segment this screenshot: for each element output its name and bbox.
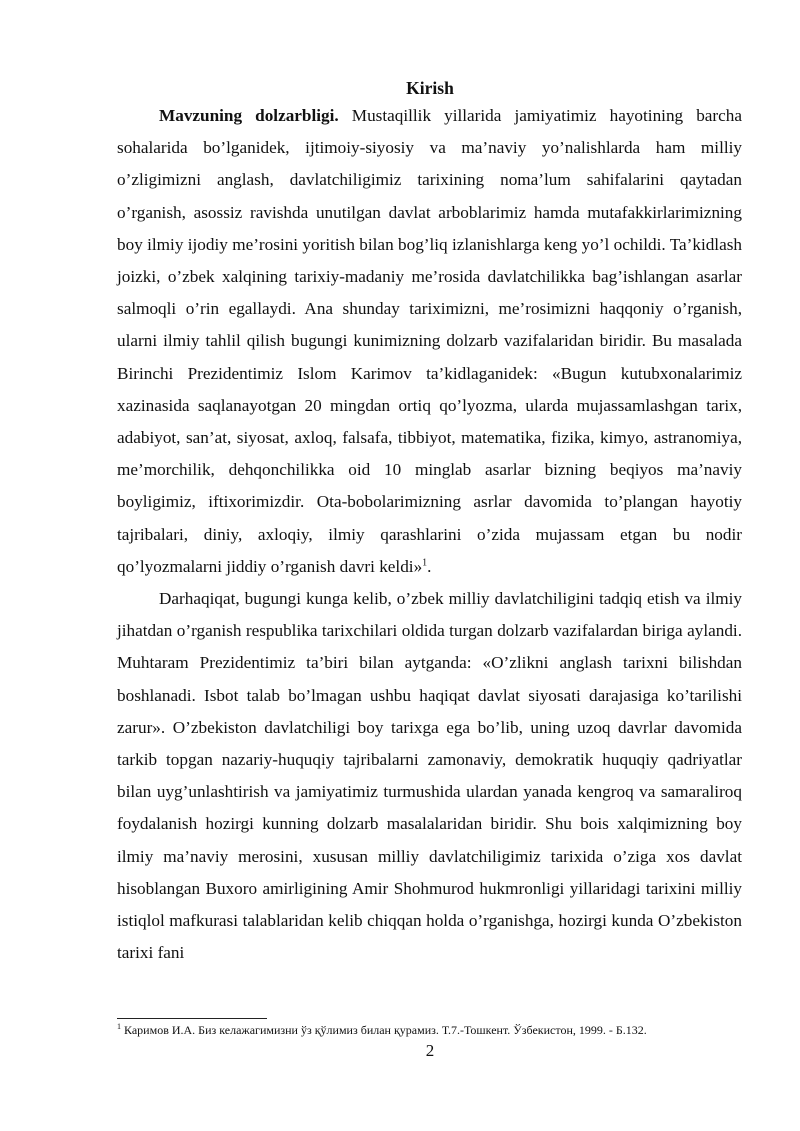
paragraph-1-lead: Mavzuning dolzarbligi.: [159, 106, 339, 125]
body-text: [117, 100, 742, 969]
footnote-text: Каримов И.А. Биз келажагимизни ўз қўлимиз билан қурамиз. Т.7.-Тошкент. Ўзбекистон, 1999. - Б.132.: [121, 1023, 647, 1037]
footnote: [117, 1022, 757, 1038]
page-number: 2: [425, 1041, 435, 1060]
footnote-separator: [117, 1018, 267, 1019]
footnote-marker: 1: [117, 1022, 121, 1031]
page-title: Kirish: [406, 78, 454, 98]
paragraph-1: [117, 100, 742, 583]
paragraph-1-tail: .: [427, 556, 432, 576]
paragraph-2: Darhaqiqat, bugungi kunga kelib, o’zbek milliy davlatchiligini tadqiq etish va ilmiy jihatdan o’rganish respublika tarixchilari oldida turgan dolzarb vazifalardan biriga aylandi. Muhtaram Prezidentimiz ta’biri bilan aytganda: «O’zlikni anglash tarixni bilishdan boshlanadi. Isbot talab bo’lmagan ushbu haqiqat davlat siyosati darajasiga ko’tarilishi zarur». O’zbekiston davlatchiligi boy tarixga ega bo’lib, uning uzoq davrlar davomida tarkib topgan nazariy-huquqiy tajribalarni zamonaviy, demokratik huquqiy qadriyatlar bilan uyg’unlashtirish va jamiyatimiz turmushida ulardan yanada kengroq va samaraliroq foydalanish hozirgi kunning dolzarb masalalaridan biridir. Shu bois xalqimizning boy ilmiy ma’naviy merosini, xususan milliy davlatchiligimiz tarixida o’ziga xos davlat hisoblangan Buxoro amirligining Amir Shohmurod hukmronligi yillaridagi tarixini milliy istiqlol mafkurasi talablaridan kelib chiqqan holda o’rganishga, hozirgi kunda O’zbekiston tarixi fani: [117, 589, 742, 963]
paragraph-1-text: Mustaqillik yillarida jamiyatimiz hayotining barcha sohalarida bo’lganidek, ijtimoiy-siyosiy va ma’naviy yo’nalishlarda ham milliy o’zligimizni anglash, davlatchiligimiz tarixining noma’lum sahifalarini qaytadan o’rganish, asossiz ravishda unutilgan davlat arboblarimiz hamda mutafakkirlarimizning boy ilmiy ijodiy me’rosini yoritish bilan bog’liq izlanishlarga keng yo’l ochildi. Ta’kidlash joizki, o’zbek xalqining tarixiy-madaniy me’rosida davlatchilikka bag’ishlangan asarlar salmoqli o’rin egallaydi. Ana shunday tariximizni, me’rosimizni haqqoniy o’rganish, ularni ilmiy tahlil qilish bugungi kunimizning dolzarb vazifalaridan biridir. Bu masalada Birinchi Prezidentimiz Islom Karimov ta’kidlaganidek: «Bugun kutubxonalarimiz xazinasida saqlanayotgan 20 mingdan ortiq qo’lyozma, ularda mujassamlashgan tarix, adabiyot, san’at, siyosat, axloq, falsafa, tibbiyot, matematika, fizika, kimyo, astranomiya, me’morchilik, dehqonchilikka oid 10 minglab asarlar bizning beqiyos ma’naviy boyligimiz, iftixorimizdir. Ota-bobolarimizning asrlar davomida to’plangan hayotiy tajribalari, diniy, axloqiy, ilmiy qarashlarini o’zida mujassam etgan bu nodir qo’lyozmalarni jiddiy o’rganish davri keldi»: [117, 106, 743, 576]
footnote-reference: 1: [422, 557, 428, 569]
